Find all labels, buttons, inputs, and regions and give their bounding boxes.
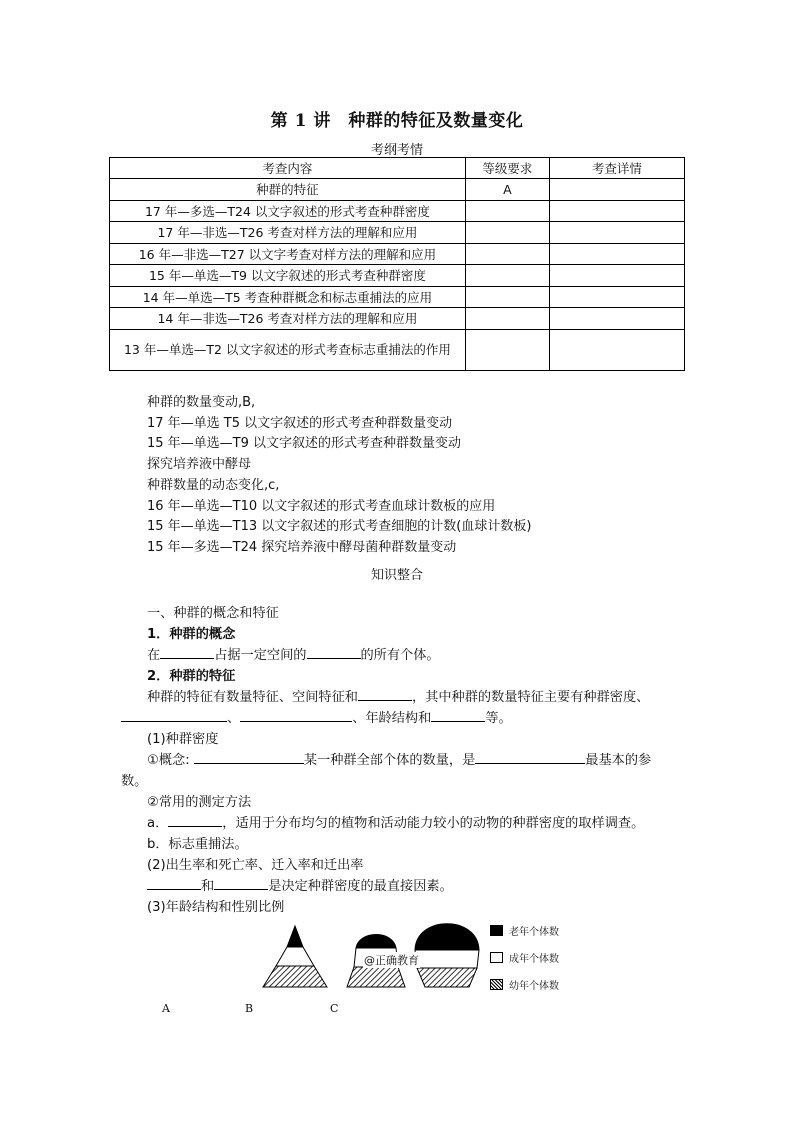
note-line: 15 年—单选—T9 以文字叙述的形式考查种群数量变动: [147, 436, 462, 452]
header-level: 等级要求: [465, 158, 549, 179]
fill-blank[interactable]: [160, 645, 214, 659]
cell-content: 13 年—单选—T2 以文字叙述的形式考查标志重捕法的作用: [110, 329, 466, 370]
cell-detail: [549, 286, 684, 308]
cell-level: [465, 222, 549, 244]
watermark-text: @正确教育: [364, 954, 419, 967]
cell-content: 16 年—非选—T27 以文字考查对样方法的理解和应用: [110, 243, 466, 265]
cell-detail: [549, 179, 684, 201]
figure-label-c: C: [330, 1002, 339, 1015]
cell-content: 17 年—多选—T24 以文字叙述的形式考查种群密度: [110, 200, 466, 222]
section-heading: 知识整合: [370, 568, 423, 583]
cell-level: [465, 308, 549, 330]
cell-level: A: [465, 179, 549, 201]
fill-blank[interactable]: [240, 708, 352, 722]
table-row: [110, 286, 685, 308]
table-row: [110, 265, 685, 287]
note-line: 15 年—单选—T13 以文字叙述的形式考查细胞的计数(血球计数板): [147, 519, 532, 535]
cell-level: [465, 329, 549, 370]
fill-blank[interactable]: [194, 750, 304, 764]
cell-content: 14 年—单选—T5 考查种群概念和标志重捕法的应用: [110, 286, 466, 308]
figure-legend: [490, 917, 559, 998]
subheading-density: (1)种群密度: [147, 732, 219, 747]
subheading-age-structure: (3)年龄结构和性别比例: [147, 900, 285, 915]
note-line: 15 年—多选—T24 探究培养液中酵母菌种群数量变动: [147, 539, 457, 555]
table-row: [110, 200, 685, 222]
figure-label-a: A: [162, 1002, 170, 1015]
table-row: [110, 308, 685, 330]
header-detail: 考查详情: [549, 158, 684, 179]
note-line: 17 年—单选 T5 以文字叙述的形式考查种群数量变动: [147, 415, 453, 431]
legend-item-young: 幼年个体数: [490, 971, 559, 998]
table-header-row: [110, 158, 685, 179]
subheading-rates: (2)出生率和死亡率、迁入率和迁出率: [147, 858, 364, 873]
table-row: [110, 243, 685, 265]
pyramid-c: [415, 924, 479, 987]
section-1-heading: 一、种群的概念和特征: [147, 606, 279, 621]
paragraph-features-1: 种群的特征有数量特征、空间特征和 ，其中种群的数量特征主要有种群密度、: [147, 687, 707, 708]
note-line: 种群的数量变动,B,: [147, 395, 256, 410]
fill-blank[interactable]: [475, 750, 585, 764]
pyramid-a: [263, 926, 327, 987]
note-line: 探究培养液中酵母: [147, 457, 252, 473]
subheading-concept: 1．种群的概念: [147, 627, 236, 642]
fill-blank[interactable]: [431, 708, 485, 722]
cell-level: [465, 243, 549, 265]
cell-level: [465, 200, 549, 222]
exam-notes: [147, 393, 531, 559]
paragraph-method-b: b．标志重捕法。: [147, 837, 248, 852]
paragraph-concept: 在 占据一定空间的 的所有个体。: [147, 645, 687, 666]
subheading-methods: ②常用的测定方法: [147, 795, 252, 810]
paragraph-density-def: ①概念: 某一种群全部个体的数量，是 最基本的参: [147, 750, 707, 771]
cell-content: 14 年—非选—T26 考查对样方法的理解和应用: [110, 308, 466, 330]
table-row: [110, 179, 685, 201]
fill-blank[interactable]: [214, 876, 268, 890]
paragraph-method-a: a． ，适用于分布均匀的植物和活动能力较小的动物的种群密度的取样调查。: [147, 813, 707, 834]
fill-blank[interactable]: [358, 687, 412, 701]
figure-label-b: B: [245, 1002, 254, 1015]
cell-detail: [549, 222, 684, 244]
syllabus-table: [109, 157, 685, 371]
cell-level: [465, 286, 549, 308]
fill-blank[interactable]: [307, 645, 361, 659]
subheading-features: 2．种群的特征: [147, 669, 236, 684]
cell-content: 15 年—单选—T9 以文字叙述的形式考查种群密度: [110, 265, 466, 287]
legend-item-adult: 成年个体数: [490, 944, 559, 971]
cell-content: 种群的特征: [110, 179, 466, 201]
header-content: 考查内容: [110, 158, 466, 179]
paragraph-rates: 和 是决定种群密度的最直接因素。: [147, 876, 687, 897]
fill-blank[interactable]: [168, 813, 222, 827]
cell-detail: [549, 308, 684, 330]
note-line: 16 年—单选—T10 以文字叙述的形式考查血球计数板的应用: [147, 498, 496, 514]
cell-detail: [549, 243, 684, 265]
syllabus-caption: 考纲考情: [370, 143, 423, 158]
legend-swatch-black: [490, 925, 503, 936]
fill-blank[interactable]: [147, 876, 201, 890]
legend-swatch-hatched: [490, 979, 503, 990]
legend-swatch-white: [490, 952, 503, 963]
cell-detail: [549, 265, 684, 287]
table-row: [110, 222, 685, 244]
cell-content: 17 年—非选—T26 考查对样方法的理解和应用: [110, 222, 466, 244]
paragraph-density-def-cont: 数。: [121, 774, 148, 789]
legend-item-old: 老年个体数: [490, 917, 559, 944]
paragraph-features-2: 、 、年龄结构和 等。: [121, 708, 512, 729]
page-title: 第 1 讲 种群的特征及数量变化: [270, 111, 524, 131]
cell-level: [465, 265, 549, 287]
table-row: [110, 329, 685, 370]
fill-blank[interactable]: [121, 708, 227, 722]
cell-detail: [549, 200, 684, 222]
note-line: 种群数量的动态变化,c,: [147, 477, 280, 493]
cell-detail: [549, 329, 684, 370]
